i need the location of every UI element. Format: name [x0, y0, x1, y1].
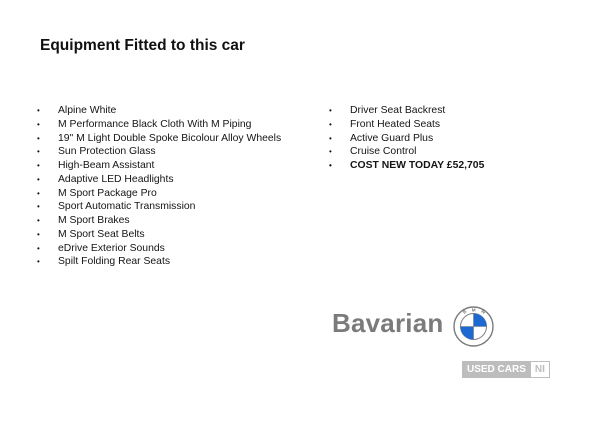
- cost-new-label: COST NEW TODAY £52,705: [350, 160, 485, 171]
- bullet-icon: •: [37, 147, 40, 157]
- list-item: [37, 104, 281, 118]
- list-item: [37, 242, 281, 256]
- equipment-list-right: [329, 104, 484, 173]
- equipment-list-left: [37, 104, 281, 269]
- dealer-brand: [332, 308, 443, 339]
- list-item-label: Sun Protection Glass: [58, 146, 156, 158]
- list-item: [329, 118, 484, 132]
- list-item: [37, 255, 281, 269]
- bullet-icon: •: [37, 106, 40, 115]
- bullet-icon: •: [37, 161, 40, 170]
- list-item: [37, 187, 281, 201]
- bullet-icon: •: [329, 133, 332, 143]
- list-item-label: Cruise Control: [350, 146, 417, 158]
- cost-new-item: [329, 159, 484, 173]
- list-item: [37, 228, 281, 242]
- list-item: [329, 132, 484, 146]
- bullet-icon: •: [37, 119, 40, 129]
- bmw-roundel-icon: [453, 306, 494, 347]
- list-item-label: Spilt Folding Rear Seats: [58, 256, 171, 268]
- logo-letter-m: M: [471, 307, 476, 313]
- badge-used-cars: USED CARS: [462, 361, 531, 378]
- list-item: [329, 145, 484, 159]
- bullet-icon: •: [37, 174, 40, 184]
- list-item-label: eDrive Exterior Sounds: [58, 242, 165, 254]
- bullet-icon: •: [37, 188, 40, 198]
- bullet-icon: •: [37, 257, 40, 267]
- list-item-label: 19" M Light Double Spoke Bicolour Alloy Wheels: [58, 132, 282, 144]
- bullet-icon: •: [37, 133, 40, 143]
- list-item-label: Alpine White: [58, 105, 117, 116]
- list-item: [37, 214, 281, 228]
- list-item-label: M Sport Package Pro: [58, 187, 157, 199]
- list-item-label: High-Beam Assistant: [58, 160, 155, 171]
- list-item: [37, 173, 281, 187]
- list-item: [37, 145, 281, 159]
- list-item: [329, 104, 484, 118]
- list-item: [37, 200, 281, 214]
- bullet-icon: •: [329, 161, 332, 170]
- list-item-label: M Sport Brakes: [58, 215, 130, 226]
- list-item-label: Front Heated Seats: [350, 118, 441, 130]
- logo-letter-w: W: [480, 308, 487, 315]
- logo-letter-b: B: [461, 308, 468, 315]
- list-item-label: M Sport Seat Belts: [58, 228, 145, 240]
- bullet-icon: •: [329, 147, 332, 157]
- bullet-icon: •: [37, 229, 40, 239]
- list-item-label: M Performance Black Cloth With M Piping: [58, 118, 252, 130]
- list-item-label: Driver Seat Backrest: [350, 105, 446, 116]
- list-item-label: Adaptive LED Headlights: [58, 173, 174, 185]
- page-title: Equipment Fitted to this car: [40, 37, 245, 54]
- list-item-label: Sport Automatic Transmission: [58, 201, 196, 213]
- badge-region: NI: [531, 361, 550, 378]
- bullet-icon: •: [329, 119, 332, 129]
- list-item: [37, 159, 281, 173]
- list-item: [37, 132, 281, 146]
- bullet-icon: •: [37, 243, 40, 253]
- list-item-label: Active Guard Plus: [350, 132, 434, 144]
- bullet-icon: •: [37, 202, 40, 212]
- dealer-name: Bavarian: [332, 308, 444, 338]
- bullet-icon: •: [329, 106, 332, 115]
- used-cars-badge: [462, 361, 550, 378]
- bullet-icon: •: [37, 216, 40, 225]
- list-item: [37, 118, 281, 132]
